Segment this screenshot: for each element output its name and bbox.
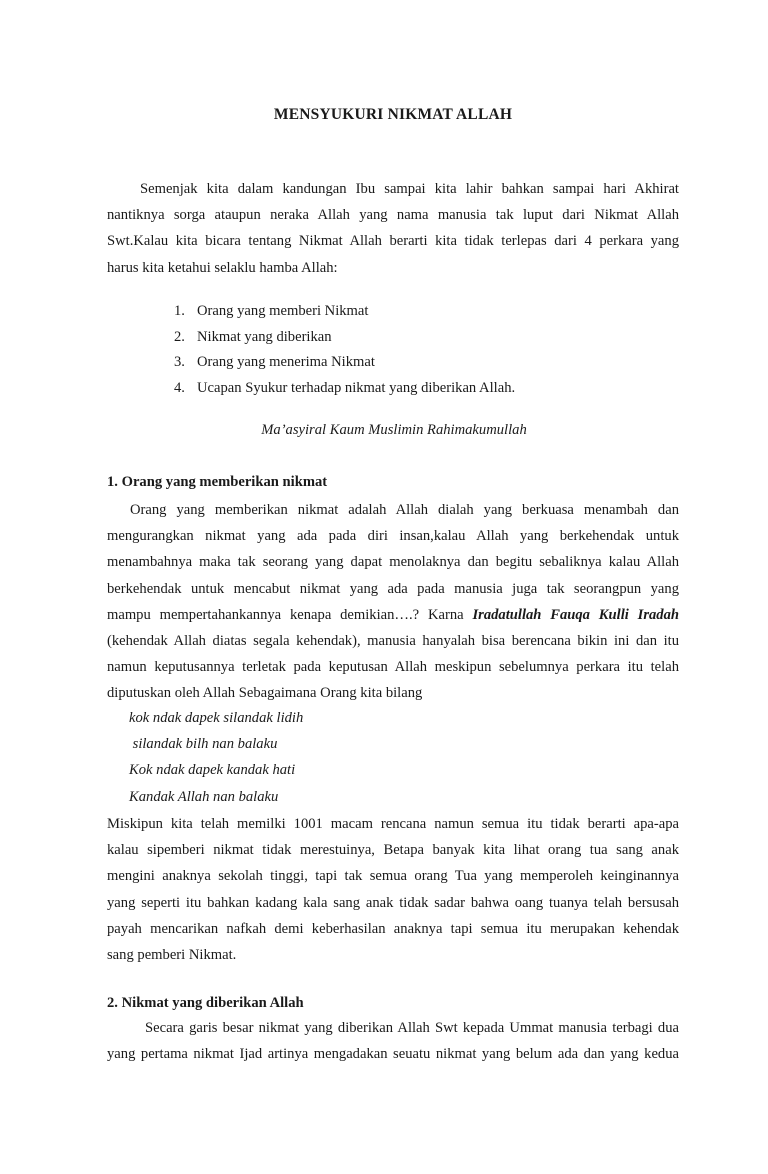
line-prefix: mampu mempertahankannya kenapa demikian….? Karna — [107, 606, 473, 623]
section-1-paragraph — [107, 497, 679, 707]
list-item — [174, 299, 515, 325]
list-item — [174, 325, 515, 351]
list-item-number: 4. — [174, 380, 185, 397]
intro-line: Swt.Kalau kita bicara tentang Nikmat Allah berarti kita tidak terlepas dari 4 perkara yang — [107, 233, 679, 250]
list-item — [174, 350, 515, 376]
poem-line: kok ndak dapek silandak lidih — [129, 710, 304, 726]
paragraph-line: payah mencarikan nafkah demi keberhasilan anaknya tapi semua itu merupakan kehendak — [107, 920, 679, 937]
paragraph-line: diputuskan oleh Allah Sebagaimana Orang kita bilang — [107, 685, 423, 702]
paragraph-line: berkehendak untuk mencabut nikmat yang ada pada manusia juga tak seorangpun yang — [107, 580, 679, 597]
intro-line: Semenjak kita dalam kandungan Ibu sampai kita lahir bahkan sampai hari Akhirat — [140, 181, 679, 197]
poem-line: silandak bilh nan balaku — [129, 736, 278, 753]
greeting-line: Ma’asyiral Kaum Muslimin Rahimakumullah — [261, 422, 527, 438]
poem-line: Kok ndak dapek kandak hati — [129, 762, 296, 779]
intro-paragraph — [107, 176, 679, 281]
document-title: MENSYUKURI NIKMAT ALLAH — [273, 106, 513, 123]
section-2-heading: 2. Nikmat yang diberikan Allah — [107, 995, 304, 1011]
list-item-text: Orang yang memberi Nikmat — [197, 303, 369, 319]
poem-line: Kandak Allah nan balaku — [129, 788, 279, 805]
intro-line: nantiknya sorga ataupun neraka Allah yang nama manusia tak luput dari Nikmat Allah — [107, 207, 679, 224]
pantun-block — [129, 705, 303, 810]
list-item-text: Ucapan Syukur terhadap nikmat yang diberikan Allah. — [197, 380, 516, 397]
paragraph-line: mengurangkan nikmat yang ada pada diri insan,kalau Allah yang berkehendak untuk — [107, 528, 679, 545]
list-item-number: 3. — [174, 354, 185, 371]
paragraph-line: (kehendak Allah diatas segala kehendak), manusia hanyalah bisa berencana bikin ini dan itu — [107, 633, 679, 650]
intro-line: harus kita ketahui selaklu hamba Allah: — [107, 259, 338, 276]
list-item — [174, 376, 515, 402]
emphasis-iradatullah: Iradatullah Fauqa Kulli Iradah — [472, 606, 680, 623]
list-item-text: Nikmat yang diberikan — [197, 328, 332, 345]
section-1-heading: 1. Orang yang memberikan nikmat — [107, 474, 328, 490]
paragraph-line: yang pertama nikmat Ijad artinya mengadakan seuatu nikmat yang belum ada dan yang kedua — [107, 1046, 679, 1063]
list-item-text: Orang yang menerima Nikmat — [197, 354, 375, 371]
perkara-list — [174, 299, 515, 402]
paragraph-line — [107, 602, 679, 628]
paragraph-line: kalau sipemberi nikmat tidak merestuinya, Betapa banyak kita lihat orang tua sang anak — [107, 842, 679, 859]
paragraph-line: Secara garis besar nikmat yang diberikan Allah Swt kepada Ummat manusia terbagi dua — [145, 1020, 679, 1036]
paragraph-line: namun keputusannya terletak pada keputusan Allah meskipun sebelumnya perkara itu telah — [107, 659, 679, 676]
list-item-number: 2. — [174, 328, 185, 345]
list-item-number: 1. — [174, 303, 185, 319]
paragraph-line: yang seperti itu bahkan kadang kala sang anak tidak sadar bahwa oang tuanya telah bersusah — [107, 894, 679, 911]
section-2-paragraph — [107, 1015, 679, 1067]
section-1-closing-paragraph — [107, 811, 679, 968]
paragraph-line: menambahnya maka tak seorang yang dapat menolaknya dan begitu sebaliknya kalau Allah — [107, 554, 679, 571]
paragraph-line: Miskipun kita telah memilki 1001 macam rencana namun semua itu tidak berarti apa-apa — [107, 816, 679, 832]
paragraph-line: Orang yang memberikan nikmat adalah Allah dialah yang berkuasa menambah dan — [130, 502, 679, 518]
paragraph-line: sang pemberi Nikmat. — [107, 947, 237, 964]
paragraph-line: mengini anaknya sekolah tinggi, tapi tak semua orang Tua yang memperoleh keinginannya — [107, 868, 679, 885]
